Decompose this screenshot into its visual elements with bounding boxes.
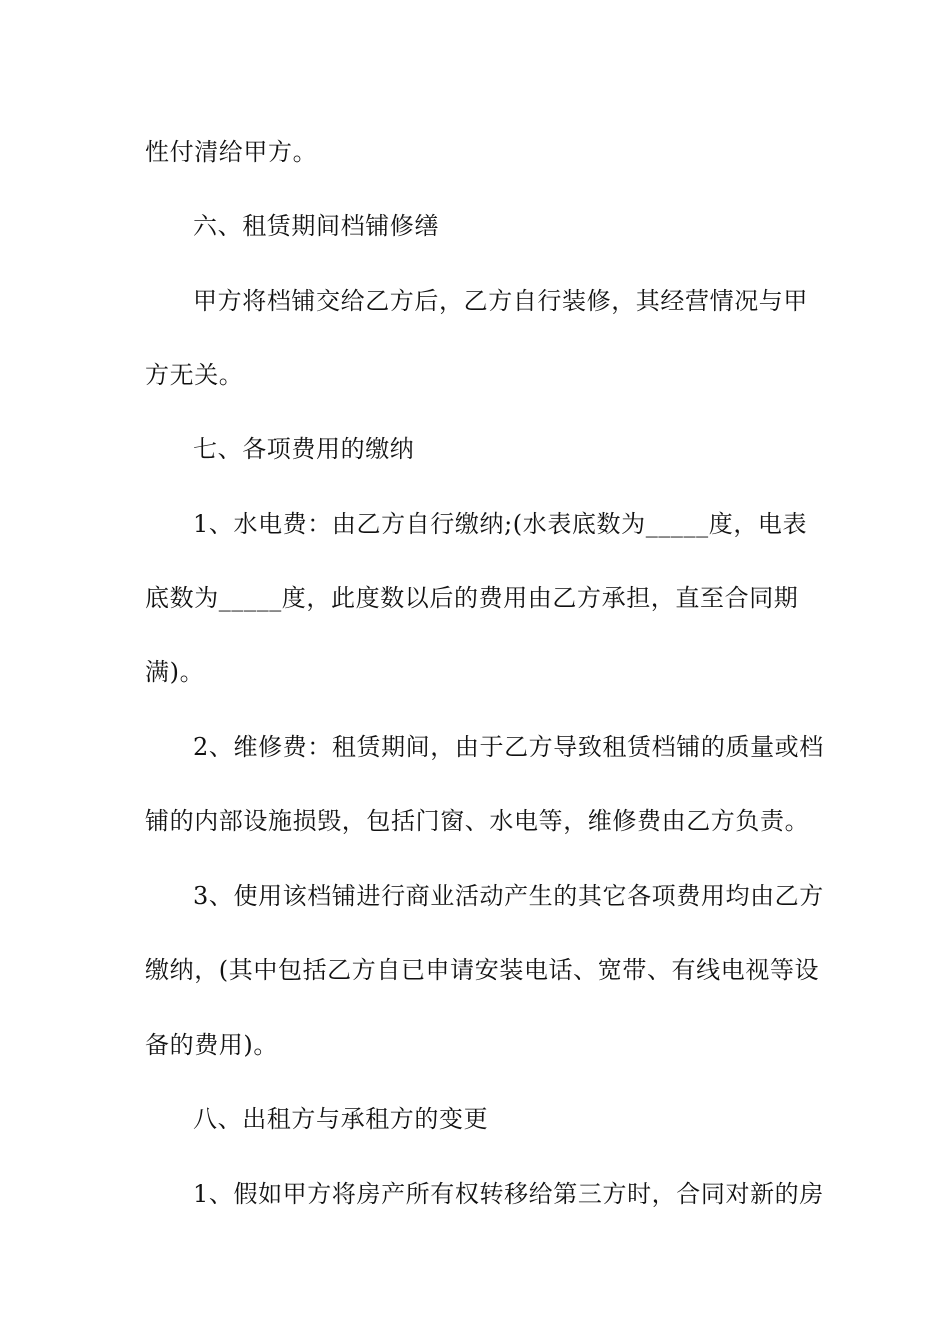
section-heading: 七、各项费用的缴纳 — [193, 435, 415, 463]
text-line: 缴纳，(其中包括乙方自已申请安装电话、宽带、有线电视等设 — [145, 956, 820, 984]
text-line: 方无关。 — [145, 361, 244, 389]
text-line: 3、使用该档铺进行商业活动产生的其它各项费用均由乙方 — [193, 882, 824, 910]
text-line: 底数为_____度，此度数以后的费用由乙方承担，直至合同期 — [145, 584, 799, 612]
text-line: 铺的内部设施损毁，包括门窗、水电等，维修费由乙方负责。 — [145, 807, 810, 835]
text-line: 1、水电费：由乙方自行缴纳;(水表底数为_____度，电表 — [193, 510, 808, 538]
text-line: 1、假如甲方将房产所有权转移给第三方时，合同对新的房 — [193, 1180, 824, 1208]
text-line: 2、维修费：租赁期间，由于乙方导致租赁档铺的质量或档 — [193, 733, 824, 761]
section-heading: 六、租赁期间档铺修缮 — [193, 212, 439, 240]
text-line: 满)。 — [145, 658, 205, 686]
text-line: 甲方将档铺交给乙方后，乙方自行装修，其经营情况与甲 — [193, 287, 808, 315]
section-heading: 八、出租方与承租方的变更 — [193, 1105, 489, 1133]
text-line: 备的费用)。 — [145, 1031, 278, 1059]
text-line: 性付清给甲方。 — [145, 138, 318, 166]
